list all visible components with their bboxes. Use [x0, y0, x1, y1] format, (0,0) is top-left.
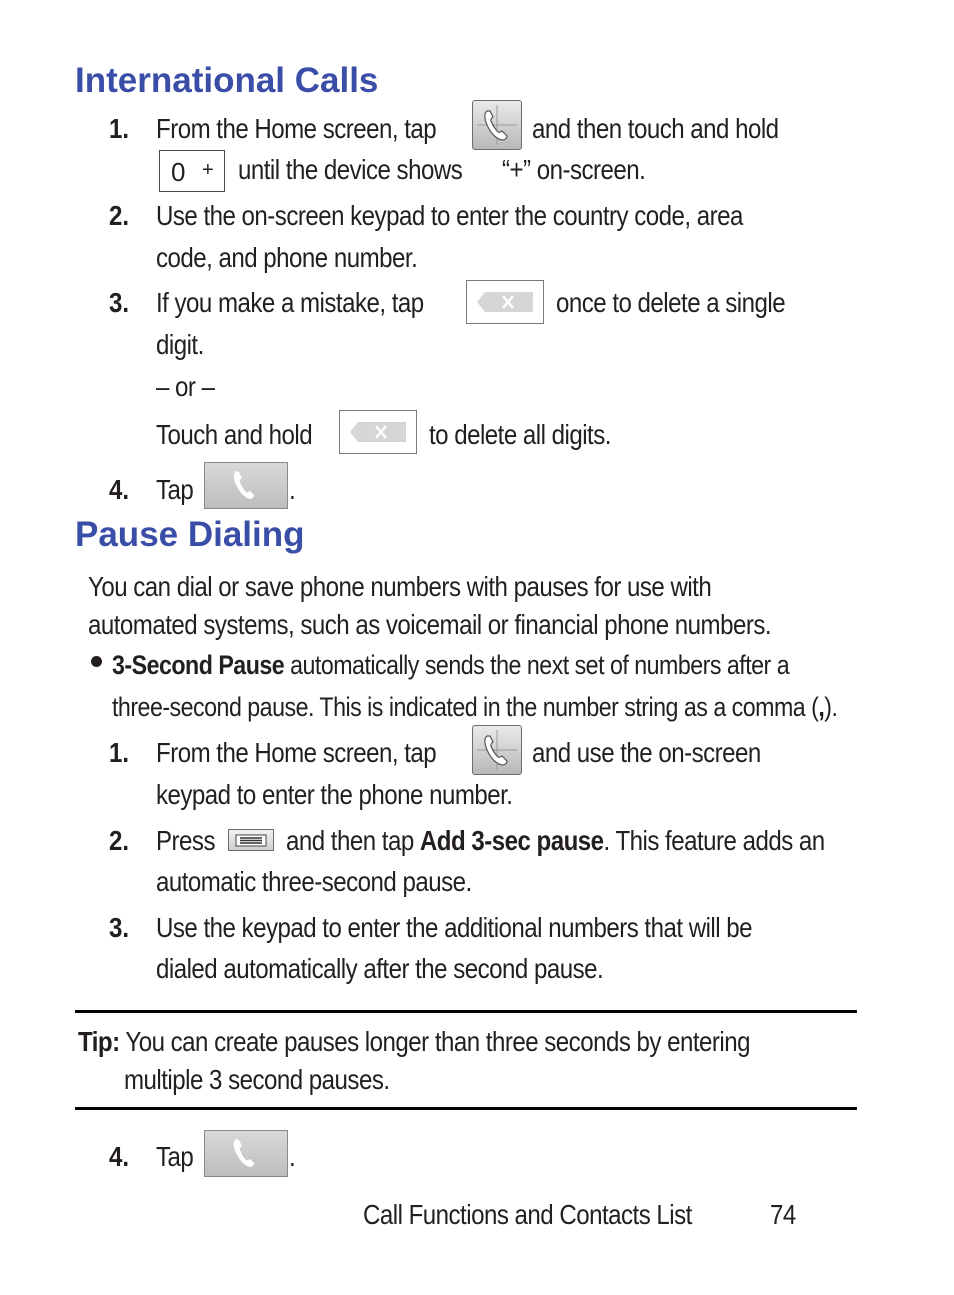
step-number: 2. — [109, 825, 130, 856]
step-number: 3. — [109, 912, 130, 943]
call-button — [204, 1130, 288, 1177]
step-text-part: and then tap — [286, 825, 420, 856]
backspace-icon — [467, 281, 543, 323]
section-title-pause-dialing: Pause Dialing — [75, 515, 305, 554]
step-text: and then touch and hold — [532, 113, 779, 144]
step-number: 2. — [109, 200, 130, 231]
step-text: From the Home screen, tap — [156, 737, 437, 768]
menu-key — [228, 829, 274, 851]
step-text: to delete all digits. — [429, 419, 611, 450]
phone-app-button — [472, 725, 522, 775]
delete-key — [466, 280, 544, 324]
step-text: until the device shows — [238, 154, 463, 185]
bullet-text — [112, 694, 837, 721]
step-text: automatic three-second pause. — [156, 866, 472, 897]
step-number: 4. — [109, 1141, 130, 1172]
comma-symbol: , — [818, 692, 825, 722]
phone-icon — [205, 1131, 287, 1176]
phone-icon — [205, 463, 287, 508]
step-period: . — [289, 1141, 296, 1172]
bullet-desc: automatically sends the next set of numbers after a — [284, 650, 790, 680]
zero-key-label: 0 — [171, 157, 186, 187]
step-text: Use the keypad to enter the additional numbers that will be — [156, 912, 753, 943]
step-text: Use the on-screen keypad to enter the country code, area — [156, 200, 743, 231]
bullet-desc-end: ). — [824, 692, 838, 722]
intro-text: automated systems, such as voicemail or financial phone numbers. — [88, 609, 772, 640]
step-number: 4. — [109, 474, 130, 505]
zero-plus-key — [159, 150, 225, 192]
delete-key — [339, 410, 417, 454]
step-text: and use the on-screen — [532, 737, 761, 768]
call-button — [204, 462, 288, 509]
tip-text — [78, 1028, 750, 1056]
option-name: Add 3-sec pause — [419, 825, 604, 856]
or-separator: – or – — [156, 371, 215, 402]
bullet-term: 3-Second Pause — [112, 650, 285, 680]
step-text: Touch and hold — [156, 419, 313, 450]
step-number: 1. — [109, 113, 130, 144]
step-number: 1. — [109, 737, 130, 768]
step-text: digit. — [156, 329, 204, 360]
step-text: Tap — [156, 1141, 194, 1172]
tip-text: multiple 3 second pauses. — [124, 1064, 390, 1095]
footer-section-name: Call Functions and Contacts List — [363, 1199, 692, 1230]
phone-app-button — [472, 100, 522, 150]
step-text: “+” on-screen. — [502, 154, 646, 185]
tip-label: Tip: — [78, 1026, 120, 1057]
page-number: 74 — [770, 1199, 796, 1230]
section-title-international-calls: International Calls — [75, 61, 379, 100]
bullet-desc: three-second pause. This is indicated in the number string as a comma ( — [112, 692, 819, 722]
intro-text: You can dial or save phone numbers with pauses for use with — [88, 571, 712, 602]
step-text: Tap — [156, 474, 194, 505]
tip-bottom-rule — [75, 1107, 857, 1110]
step-text-part: . This feature adds an — [603, 825, 825, 856]
step-text — [286, 827, 825, 855]
step-text: code, and phone number. — [156, 242, 418, 273]
tip-top-rule — [75, 1010, 857, 1013]
tip-body: You can create pauses longer than three seconds by entering — [119, 1026, 751, 1057]
bullet-dot — [91, 656, 102, 667]
step-number: 3. — [109, 287, 130, 318]
step-text: Press — [156, 825, 215, 856]
step-text: dialed automatically after the second pause. — [156, 953, 604, 984]
plus-key-label: + — [202, 159, 214, 181]
phone-icon — [473, 101, 521, 149]
step-period: . — [289, 474, 296, 505]
step-text: If you make a mistake, tap — [156, 287, 424, 318]
bullet-text — [112, 652, 789, 679]
step-text: From the Home screen, tap — [156, 113, 437, 144]
step-text: once to delete a single — [556, 287, 786, 318]
menu-key-icon — [229, 830, 273, 850]
phone-icon — [473, 726, 521, 774]
backspace-icon — [340, 411, 416, 453]
step-text: keypad to enter the phone number. — [156, 779, 513, 810]
